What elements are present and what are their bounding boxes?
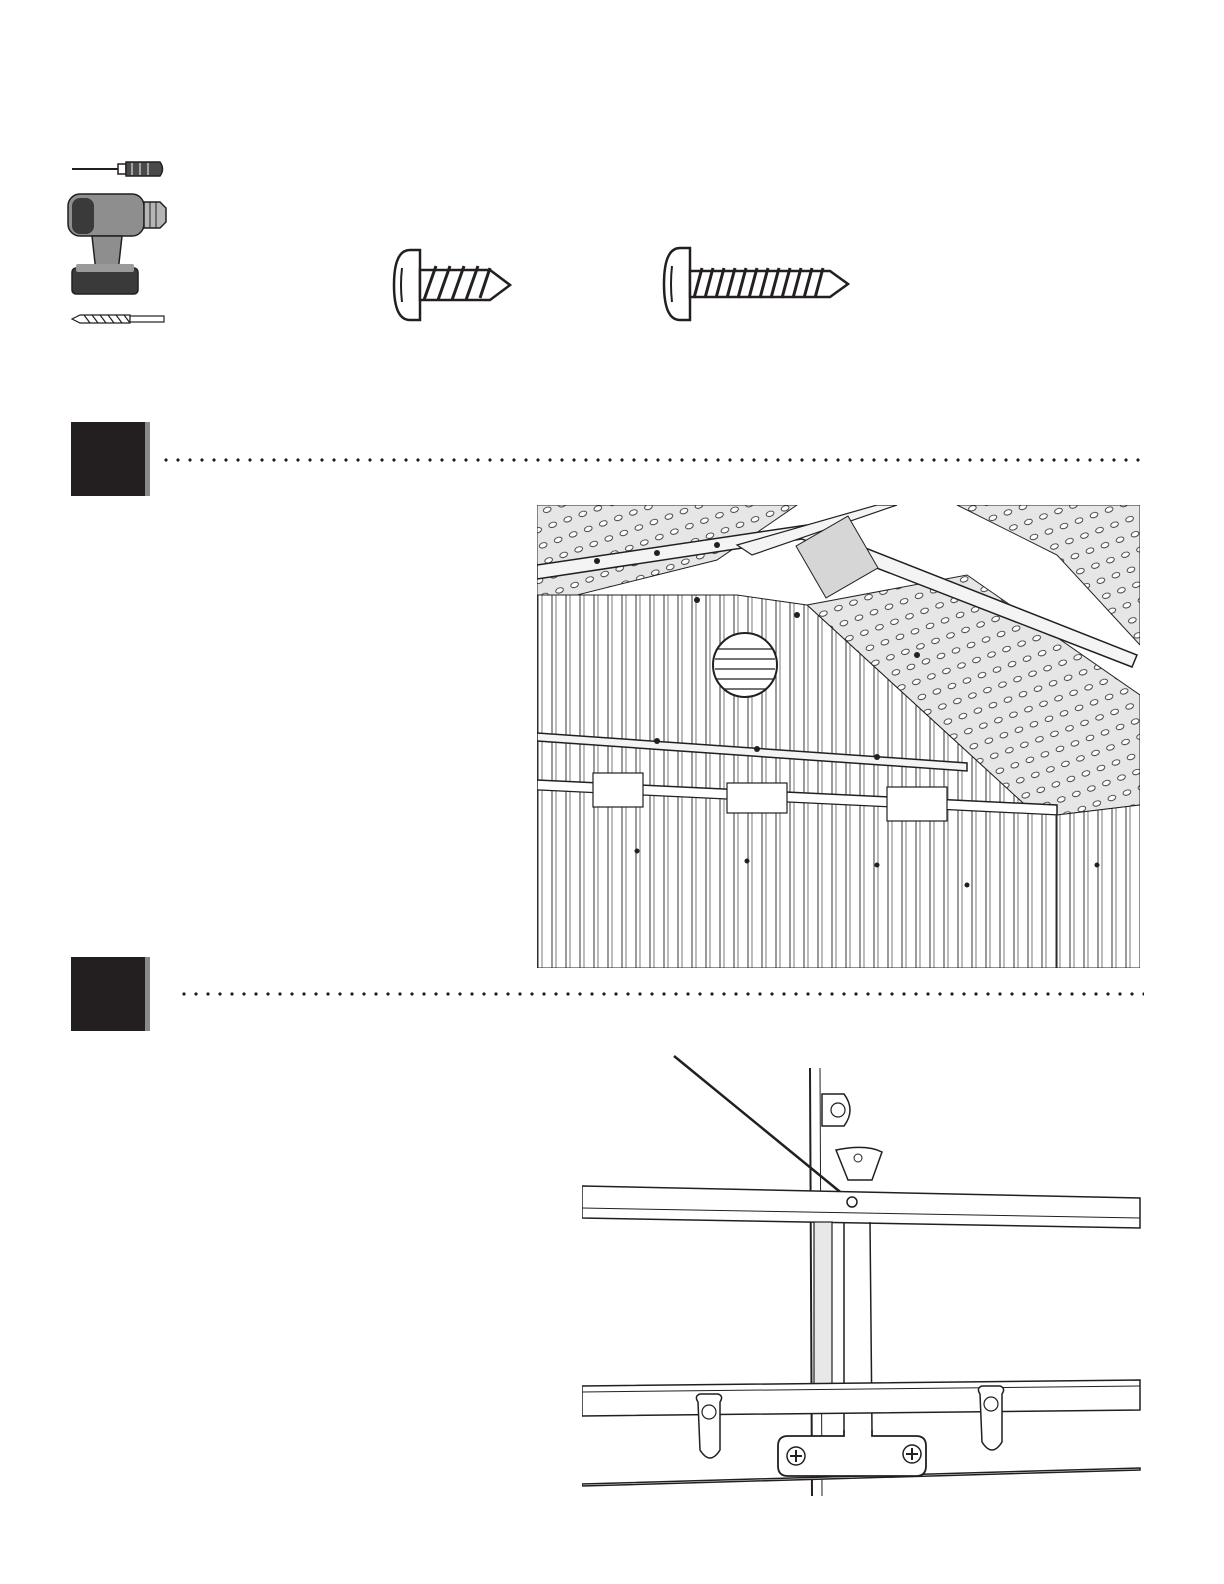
dotted-divider	[160, 458, 1144, 462]
step-marker	[71, 422, 145, 496]
dotted-divider	[178, 992, 1144, 996]
screwdriver-icon	[70, 158, 166, 180]
bracket-detail-illustration	[582, 1050, 1142, 1502]
power-drill-icon	[66, 192, 170, 298]
shed-interior-illustration	[537, 505, 1140, 968]
long-screw-icon	[660, 244, 852, 324]
short-screw-icon	[390, 246, 514, 324]
step-marker	[71, 957, 145, 1031]
drill-bit-icon	[70, 312, 166, 326]
